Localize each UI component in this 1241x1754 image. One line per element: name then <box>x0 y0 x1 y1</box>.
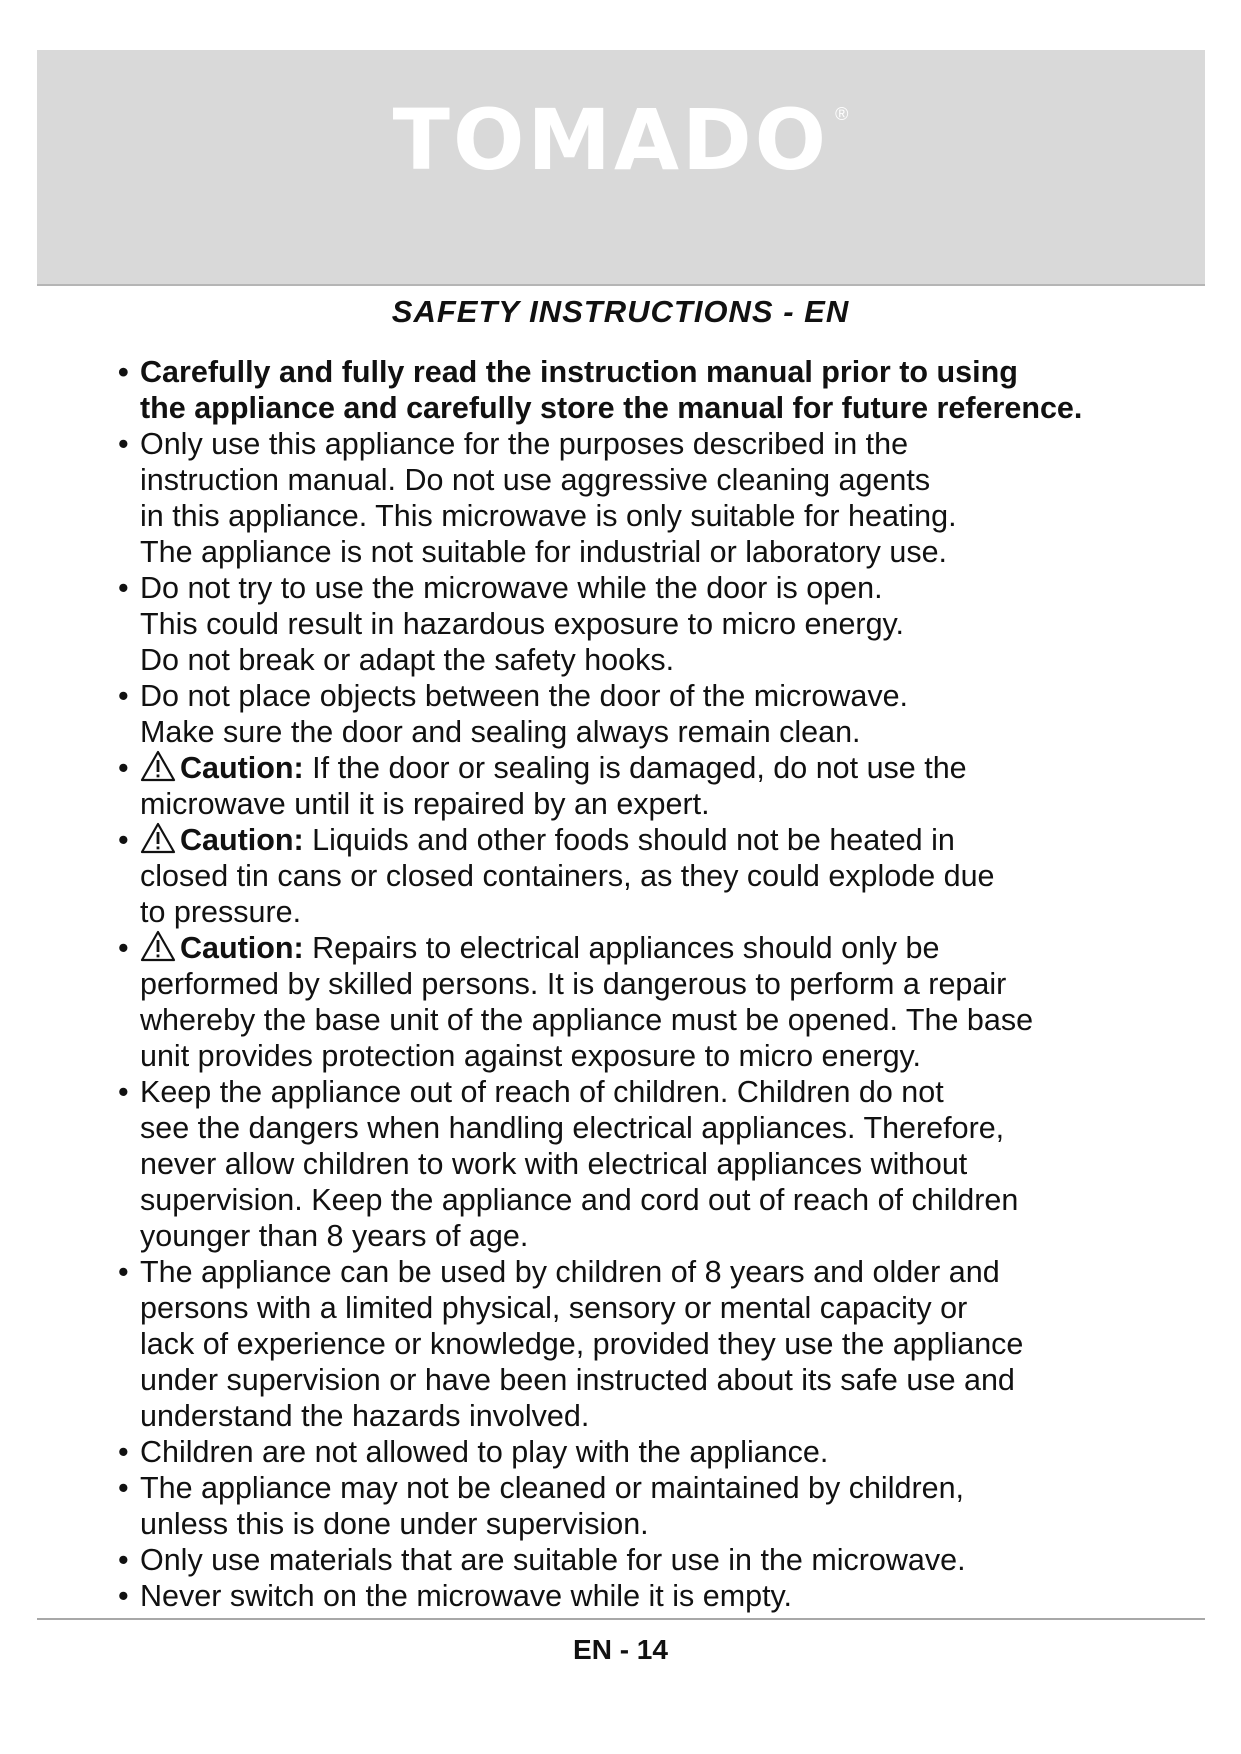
caution-label: Caution: <box>180 751 304 785</box>
registered-mark: ® <box>835 104 849 124</box>
item-line: Do not break or adapt the safety hooks. <box>140 643 675 677</box>
list-item <box>118 354 1178 426</box>
item-line: never allow children to work with electrical appliances without <box>140 1147 968 1181</box>
caution-label: Caution: <box>180 931 304 965</box>
item-line: • Do not place objects between the door of the microwave. <box>140 679 909 713</box>
item-line: • Only use this appliance for the purposes described in the <box>140 427 909 461</box>
item-line: the appliance and carefully store the manual for future reference. <box>140 391 1083 425</box>
list-item-caution <box>118 822 1178 930</box>
item-line: unless this is done under supervision. <box>140 1507 649 1541</box>
list-item <box>118 1470 1178 1542</box>
item-line: The appliance is not suitable for industrial or laboratory use. <box>140 535 947 569</box>
item-line: • Do not try to use the microwave while the door is open. <box>140 571 883 605</box>
item-line: • The appliance can be used by children of 8 years and older and <box>140 1255 1000 1289</box>
item-line: younger than 8 years of age. <box>140 1219 529 1253</box>
item-line: lack of experience or knowledge, provided they use the appliance <box>140 1327 1024 1361</box>
list-item-caution <box>118 750 1178 822</box>
list-item <box>118 1578 1178 1614</box>
footer-divider <box>37 1618 1205 1620</box>
item-line: • Keep the appliance out of reach of children. Children do not <box>140 1075 944 1109</box>
item-line: closed tin cans or closed containers, as they could explode due <box>140 859 995 893</box>
brand-name: TOMADO <box>392 91 830 189</box>
item-line: in this appliance. This microwave is only suitable for heating. <box>140 499 957 533</box>
item-line <box>140 930 1178 966</box>
item-line: under supervision or have been instructed about its safe use and <box>140 1363 1015 1397</box>
item-line: Make sure the door and sealing always remain clean. <box>140 715 861 749</box>
list-item-caution <box>118 930 1178 1074</box>
section-title: SAFETY INSTRUCTIONS - EN <box>391 294 850 329</box>
caution-text: Repairs to electrical appliances should only be <box>303 931 940 965</box>
list-item <box>118 426 1178 570</box>
safety-instructions-list <box>118 354 1178 1614</box>
item-line: • Only use materials that are suitable for use in the microwave. <box>140 1543 966 1577</box>
item-line: persons with a limited physical, sensory or mental capacity or <box>140 1291 968 1325</box>
item-line: unit provides protection against exposure to micro energy. <box>140 1039 921 1073</box>
item-line <box>140 750 1178 786</box>
item-line: supervision. Keep the appliance and cord out of reach of children <box>140 1183 1019 1217</box>
warning-triangle-icon <box>140 930 176 962</box>
caution-text: Liquids and other foods should not be heated in <box>303 823 955 857</box>
caution-text: If the door or sealing is damaged, do not use the <box>303 751 967 785</box>
brand-logo <box>0 91 1241 189</box>
item-line: microwave until it is repaired by an expert. <box>140 787 710 821</box>
list-item <box>118 1434 1178 1470</box>
item-line: • The appliance may not be cleaned or maintained by children, <box>140 1471 965 1505</box>
page-number: EN - 14 <box>573 1634 668 1665</box>
item-line: understand the hazards involved. <box>140 1399 590 1433</box>
list-item <box>118 1254 1178 1434</box>
item-line: to pressure. <box>140 895 302 929</box>
list-item <box>118 1074 1178 1254</box>
warning-triangle-icon <box>140 822 176 854</box>
caution-label: Caution: <box>180 823 304 857</box>
item-line: see the dangers when handling electrical appliances. Therefore, <box>140 1111 1005 1145</box>
list-item <box>118 678 1178 750</box>
list-item <box>118 1542 1178 1578</box>
list-item <box>118 570 1178 678</box>
item-line: whereby the base unit of the appliance must be opened. The base <box>140 1003 1034 1037</box>
item-line: • Carefully and fully read the instruction manual prior to using <box>140 355 1018 389</box>
item-line <box>140 822 1178 858</box>
item-line: This could result in hazardous exposure to micro energy. <box>140 607 905 641</box>
warning-triangle-icon <box>140 750 176 782</box>
item-line: performed by skilled persons. It is dangerous to perform a repair <box>140 967 1007 1001</box>
item-line: • Never switch on the microwave while it is empty. <box>140 1579 793 1613</box>
item-line: • Children are not allowed to play with the appliance. <box>140 1435 829 1469</box>
item-line: instruction manual. Do not use aggressive cleaning agents <box>140 463 931 497</box>
